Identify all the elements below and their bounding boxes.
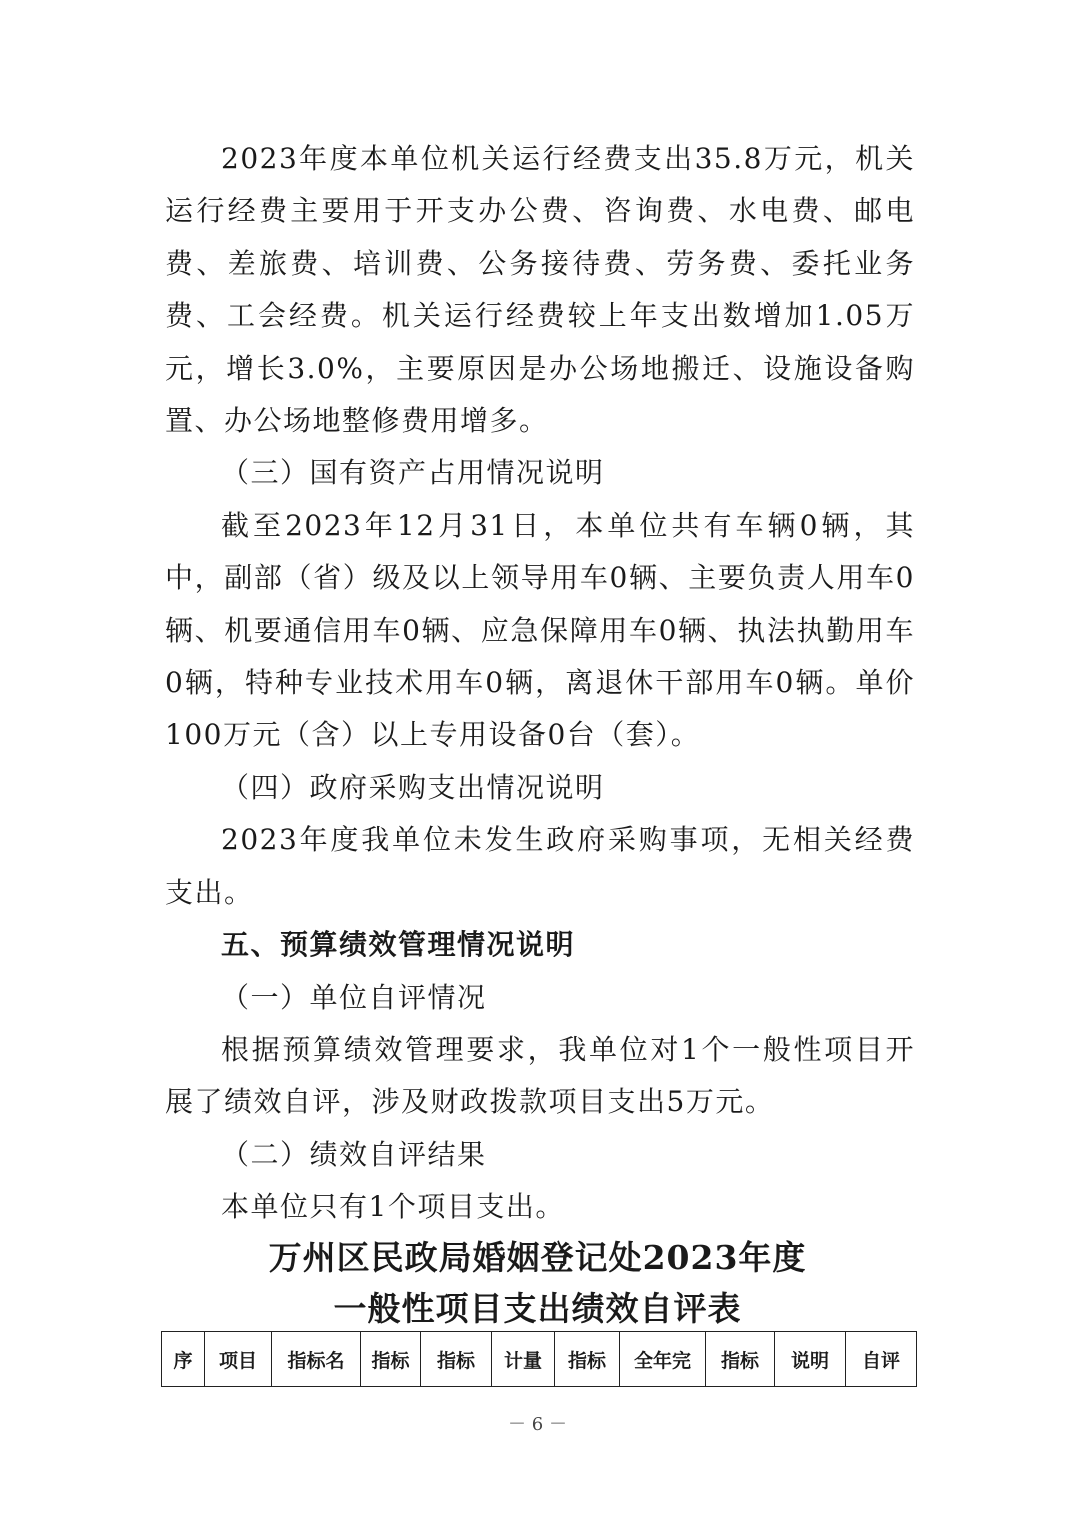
header-cell: 全年完 xyxy=(620,1332,706,1387)
header-cell: 序 xyxy=(162,1332,205,1387)
body-text xyxy=(165,133,915,1234)
header-cell: 指标 xyxy=(361,1332,421,1387)
header-cell: 计量 xyxy=(492,1332,555,1387)
heading-evaluation-results: （二）绩效自评结果 xyxy=(221,1137,487,1171)
heading-self-evaluation: （一）单位自评情况 xyxy=(221,980,487,1014)
table-title-line1: 万州区民政局婚姻登记处2023年度 xyxy=(268,1238,807,1277)
header-cell: 项目 xyxy=(205,1332,272,1387)
header-cell: 指标名 xyxy=(272,1332,361,1387)
table-title-line2: 一般性项目支出绩效自评表 xyxy=(333,1289,742,1328)
paragraph-operating-expenses: 2023年度本单位机关运行经费支出35.8万元，机关运行经费主要用于开支办公费、咨询费、水电费、邮电费、差旅费、培训费、公务接待费、劳务费、委托业务费、工会经费。机关运行经费较上年支出数增加1.05万元，增长3.0%，主要原因是办公场地搬迁、设施设备购置、办公场地整修费用增多。 xyxy=(165,142,915,438)
heading-procurement: （四）政府采购支出情况说明 xyxy=(221,770,605,804)
header-cell: 指标 xyxy=(421,1332,492,1387)
paragraph-vehicles: 截至2023年12月31日，本单位共有车辆0辆，其中，副部（省）级及以上领导用车0辆、主要负责人用车0辆、机要通信用车0辆、应急保障用车0辆、执法执勤用车0辆，特种专业技术用车0辆，离退休干部用车0辆。单价100万元（含）以上专用设备0台（套）。 xyxy=(165,508,915,752)
header-cell: 指标 xyxy=(555,1332,620,1387)
header-cell: 自评 xyxy=(846,1332,917,1387)
heading-performance-management: 五、预算绩效管理情况说明 xyxy=(221,928,576,962)
table-header-row xyxy=(162,1332,917,1387)
paragraph-evaluation-results: 本单位只有1个项目支出。 xyxy=(221,1190,565,1224)
header-cell: 指标 xyxy=(706,1332,775,1387)
paragraph-procurement: 2023年度我单位未发生政府采购事项，无相关经费支出。 xyxy=(165,823,915,909)
paragraph-self-evaluation: 根据预算绩效管理要求，我单位对1个一般性项目开展了绩效自评，涉及财政拨款项目支出5万元。 xyxy=(165,1032,915,1119)
page-number: － 6 － xyxy=(508,1414,567,1435)
heading-state-assets: （三）国有资产占用情况说明 xyxy=(221,456,605,490)
header-cell: 说明 xyxy=(775,1332,846,1387)
evaluation-table xyxy=(161,1331,917,1387)
